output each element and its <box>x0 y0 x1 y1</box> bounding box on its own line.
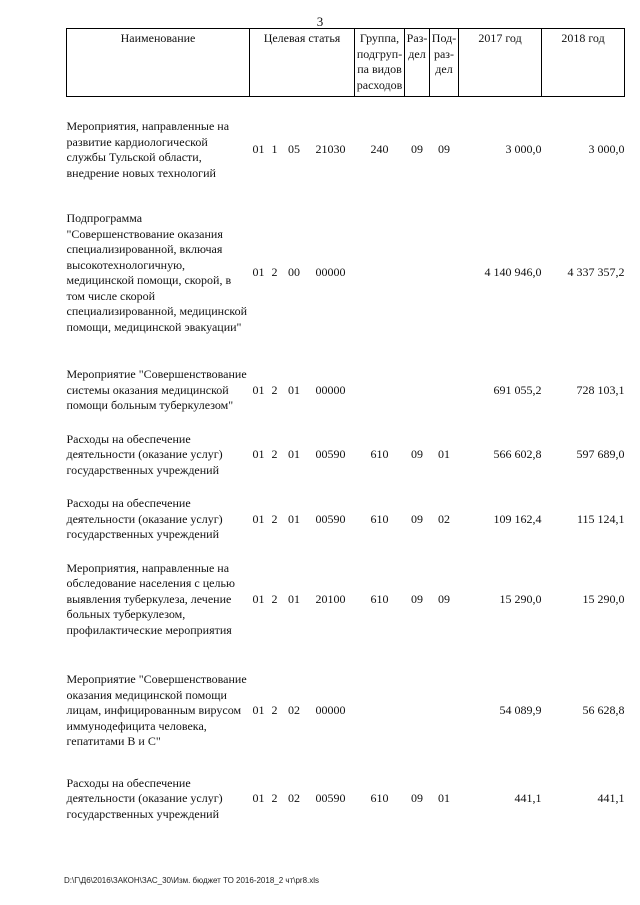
row-name: Мероприятие "Совершенствование системы оказания медицинской помощи больным туберкулезом" <box>66 367 247 412</box>
row-spacer-cell <box>67 638 625 672</box>
expense-group: 610 <box>370 791 389 805</box>
target-program: 01 <box>252 511 265 526</box>
budget-table <box>66 28 625 822</box>
row-spacer <box>67 335 625 367</box>
target-direction: 20100 <box>315 591 346 606</box>
row-spacer-cell <box>67 414 625 432</box>
target-subprogram: 2 <box>271 703 278 717</box>
row-spacer <box>67 638 625 672</box>
amount-2017: 566 602,8 <box>493 447 542 461</box>
expense-group: 240 <box>370 142 389 157</box>
target-direction: 21030 <box>315 142 346 157</box>
row-spacer-cell <box>67 181 625 211</box>
table-row <box>67 432 625 479</box>
target-subprogram: 2 <box>271 447 278 461</box>
row-name: Расходы на обеспечение деятельности (оказание услуг) государственных учреждений <box>66 431 223 477</box>
table-row <box>67 119 625 181</box>
target-direction: 00000 <box>315 382 346 397</box>
expense-group <box>355 367 405 414</box>
row-spacer <box>67 97 625 120</box>
amount-2018: 56 628,8 <box>582 703 625 717</box>
subsection: 01 <box>438 447 451 461</box>
table-row <box>67 561 625 639</box>
page-number: 3 <box>316 14 324 29</box>
target-subprogram: 2 <box>271 511 278 526</box>
amount-2017: 4 140 946,0 <box>484 265 542 280</box>
amount-2017: 441,1 <box>514 791 542 805</box>
subsection: 02 <box>438 511 451 526</box>
subsection: 09 <box>438 591 451 606</box>
row-spacer-cell <box>67 97 625 120</box>
row-name: Мероприятие "Совершенствование оказания медицинской помощи лицам, инфицированным вирусом иммунодефицита человека, гепатитами В и С" <box>66 672 247 748</box>
target-direction: 00000 <box>315 703 346 717</box>
target-activity: 00 <box>288 265 300 280</box>
target-activity: 01 <box>288 591 300 606</box>
target-activity: 01 <box>288 511 300 526</box>
table-row <box>67 776 625 823</box>
row-name: Мероприятия, направленные на обследование населения с целью выявления туберкулеза, лечение больных туберкулезом, профилактические мероприятия <box>66 560 235 637</box>
file-path-footer: D:\Г\Д6\2016\ЗАКОН\ЗАС_30\Изм. бюджет ТО 2016-2018_2 чт\pr8.xls <box>64 876 320 885</box>
table-row <box>67 211 625 335</box>
section <box>405 211 430 335</box>
expense-group <box>355 211 405 335</box>
target-activity: 05 <box>288 142 300 157</box>
row-name: Мероприятия, направленные на развитие кардиологической службы Тульской области, внедрение новых технологий <box>66 119 230 180</box>
header-group: Группа, подгруп-па видов расходов <box>355 29 405 97</box>
section: 09 <box>411 591 424 606</box>
amount-2017: 15 290,0 <box>499 591 542 606</box>
target-program: 01 <box>252 591 265 606</box>
subsection <box>430 672 459 750</box>
section <box>405 672 430 750</box>
table-row <box>67 672 625 750</box>
amount-2018: 3 000,0 <box>588 142 625 157</box>
target-program: 01 <box>252 447 265 461</box>
header-target: Целевая статья <box>250 29 355 97</box>
amount-2017: 109 162,4 <box>493 511 542 526</box>
expense-group: 610 <box>370 591 389 606</box>
table-row <box>67 496 625 543</box>
target-subprogram: 2 <box>271 265 278 280</box>
header-subsection: Под-раз-дел <box>430 29 459 97</box>
target-program: 01 <box>252 703 265 717</box>
header-2017: 2017 год <box>459 29 542 97</box>
row-spacer <box>67 750 625 776</box>
target-activity: 02 <box>288 703 300 717</box>
subsection <box>430 367 459 414</box>
amount-2018: 15 290,0 <box>582 591 625 606</box>
header-section: Раз-дел <box>405 29 430 97</box>
row-spacer-cell <box>67 543 625 561</box>
expense-group <box>355 672 405 750</box>
expense-group: 610 <box>370 511 389 526</box>
row-name: Расходы на обеспечение деятельности (оказание услуг) государственных учреждений <box>66 775 223 821</box>
target-direction: 00590 <box>315 791 346 805</box>
target-direction: 00590 <box>315 511 346 526</box>
section: 09 <box>411 447 424 461</box>
amount-2018: 115 124,1 <box>576 511 625 526</box>
target-program: 01 <box>252 382 265 397</box>
row-spacer <box>67 181 625 211</box>
row-spacer-cell <box>67 750 625 776</box>
amount-2017: 54 089,9 <box>499 703 542 717</box>
expense-group: 610 <box>370 447 389 461</box>
table-row <box>67 367 625 414</box>
subsection: 09 <box>438 142 451 157</box>
row-spacer <box>67 414 625 432</box>
amount-2018: 4 337 357,2 <box>567 265 625 280</box>
subsection: 01 <box>438 791 451 805</box>
section: 09 <box>411 142 424 157</box>
target-program: 01 <box>252 265 265 280</box>
row-spacer <box>67 478 625 496</box>
subsection <box>430 211 459 335</box>
target-subprogram: 2 <box>271 791 278 805</box>
target-direction: 00590 <box>315 447 346 461</box>
amount-2018: 597 689,0 <box>576 447 625 461</box>
section: 09 <box>411 791 424 805</box>
header-name: Наименование <box>67 29 250 97</box>
target-program: 01 <box>252 791 265 805</box>
row-name: Расходы на обеспечение деятельности (оказание услуг) государственных учреждений <box>66 496 223 541</box>
target-subprogram: 2 <box>271 382 278 397</box>
row-spacer-cell <box>67 478 625 496</box>
amount-2018: 441,1 <box>597 791 625 805</box>
amount-2017: 691 055,2 <box>493 382 542 397</box>
amount-2017: 3 000,0 <box>505 142 542 157</box>
row-name: Подпрограмма "Совершенствование оказания специализированной, включая высокотехнологичную, медицинской помощи, скорой, в том числе скорой специализированной, медицинской помощи, медицинской эвакуации" <box>66 211 248 334</box>
section: 09 <box>411 511 424 526</box>
amount-2018: 728 103,1 <box>576 382 625 397</box>
target-activity: 01 <box>288 382 300 397</box>
target-direction: 00000 <box>315 265 346 280</box>
target-program: 01 <box>252 142 265 157</box>
target-subprogram: 2 <box>271 591 278 606</box>
target-activity: 01 <box>288 447 300 461</box>
row-spacer-cell <box>67 335 625 367</box>
target-subprogram: 1 <box>271 142 278 157</box>
target-activity: 02 <box>288 791 300 805</box>
table-header <box>67 29 625 97</box>
header-2018: 2018 год <box>542 29 625 97</box>
row-spacer <box>67 543 625 561</box>
section <box>405 367 430 414</box>
